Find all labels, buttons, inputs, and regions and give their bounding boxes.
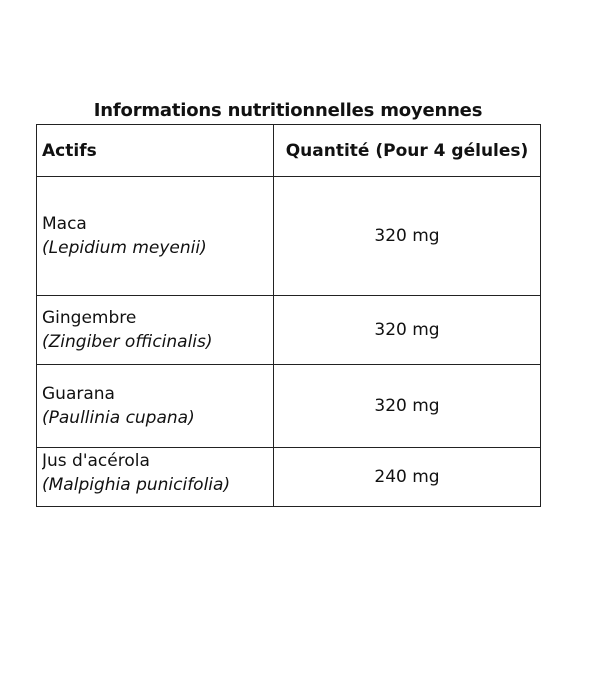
header-quantite: Quantité (Pour 4 gélules) [274,125,541,177]
actif-common-name: Gingembre [42,308,137,328]
quantity-cell: 320 mg [274,177,541,296]
actif-cell [37,365,274,448]
table-row [37,177,541,296]
actif-latin-name: (Lepidium meyenii) [42,238,207,258]
table-header-row [37,125,541,177]
actif-common-name: Jus d'acérola [42,451,150,471]
quantity-cell: 320 mg [274,365,541,448]
actif-common-name: Maca [42,214,87,234]
actif-latin-name: (Malpighia punicifolia) [42,475,231,495]
table-row [37,365,541,448]
actif-latin-name: (Paullinia cupana) [42,408,195,428]
actif-cell [37,448,274,507]
header-actifs: Actifs [37,125,274,177]
table-row [37,448,541,507]
table-row [37,296,541,365]
actif-clip [42,448,273,505]
actif-latin-name: (Zingiber officinalis) [42,332,213,352]
quantity-cell: 240 mg [274,448,541,507]
actif-cell [37,177,274,296]
actif-cell [37,296,274,365]
nutrition-table [36,124,541,507]
table-title: Informations nutritionnelles moyennes [93,100,483,121]
quantity-cell: 320 mg [274,296,541,365]
actif-common-name: Guarana [42,384,115,404]
